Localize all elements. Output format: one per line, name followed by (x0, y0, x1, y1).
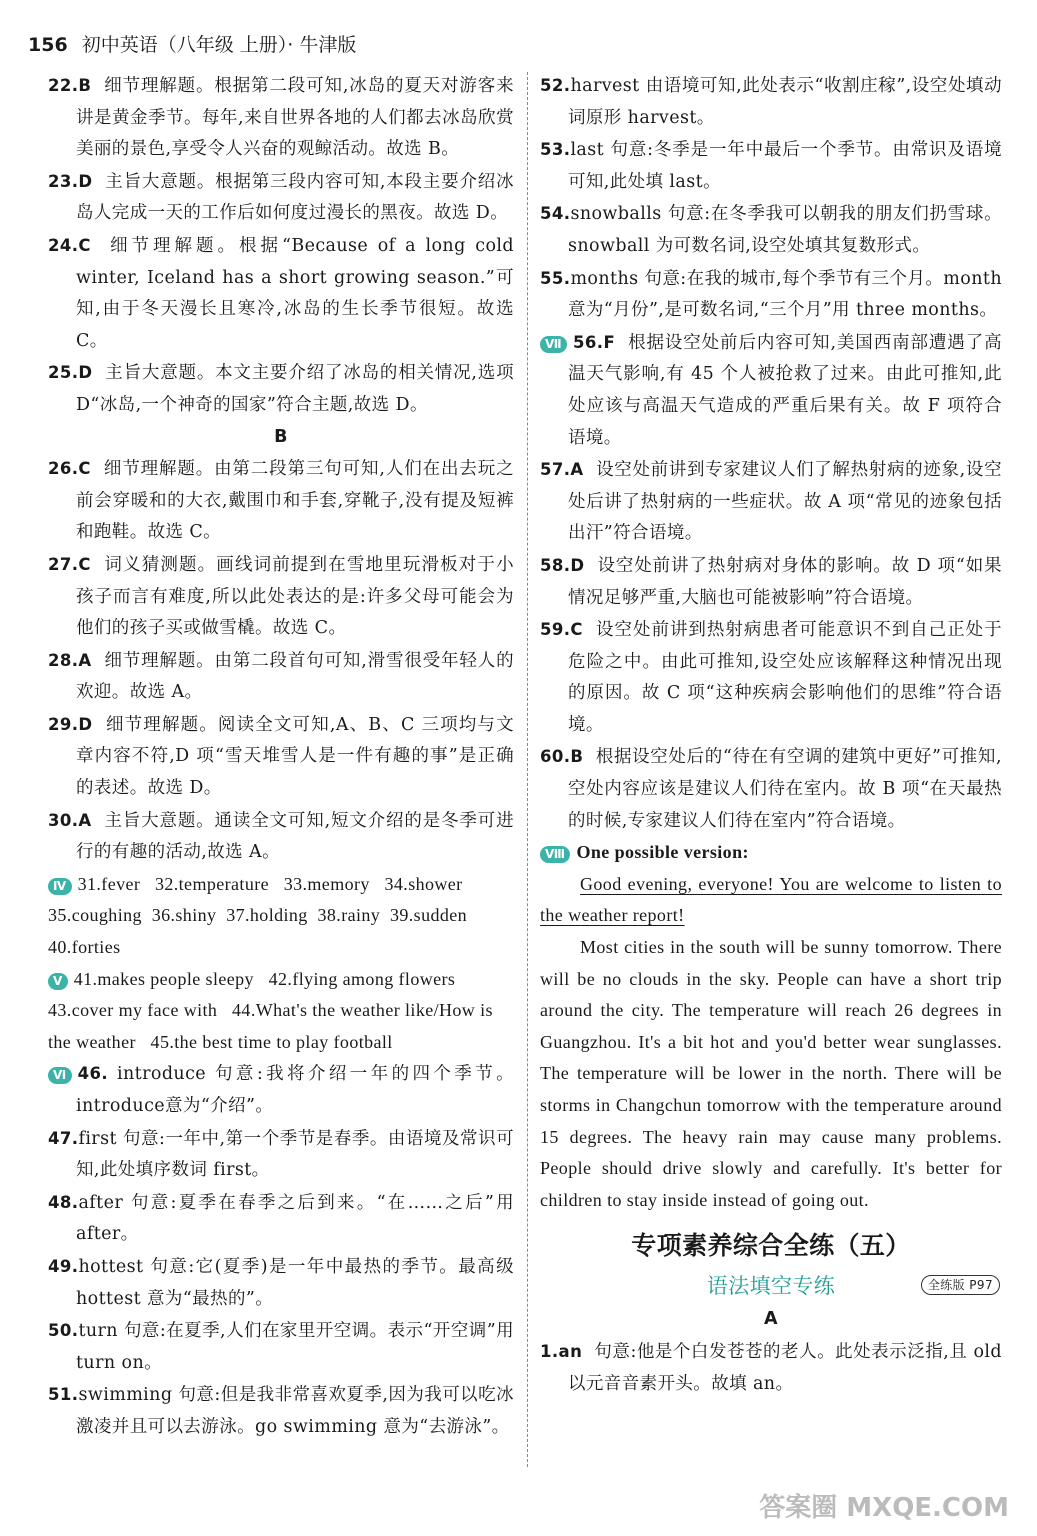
section-iv-line1: 31.fever 32.temperature 33.memory 34.shower (77, 873, 463, 894)
answer-54 (540, 198, 1002, 262)
page-header (28, 30, 356, 57)
answer-22 (48, 70, 514, 166)
answer-number: 55. (540, 268, 571, 288)
section-title: 专项素养综合全练（五） (631, 1231, 911, 1261)
section-iv-line2: 35.coughing 36.shiny 37.holding 38.rainy 39.sudden (48, 905, 468, 926)
answer-57 (540, 454, 1002, 550)
answer-text: 设空处前讲到热射病患者可能意识不到自己正处于危险之中。由此可推知,设空处应该解释这种情况出现的原因。故 C 项“这种疾病会影响他们的思维”符合语境。 (568, 620, 1002, 735)
answer-text: 设空处前讲到专家建议人们了解热射病的迹象,设空处后讲了热射病的一些症状。故 A 项“常见的迹象包括出汗”符合语境。 (568, 460, 1002, 544)
answer-27 (48, 549, 514, 645)
answer-number: 49. (48, 1256, 79, 1276)
answer-59 (540, 614, 1002, 741)
answer-number: 51. (48, 1385, 79, 1405)
answer-23 (48, 166, 514, 230)
answer-number: 47. (48, 1128, 79, 1148)
answer-text: 根据设空处前后内容可知,美国西南部遭遇了高温天气影响,有 45 个人被抢救了过来。由此可推知,此处应该与高温天气造成的严重后果有关。故 F 项符合语境。 (568, 332, 1002, 448)
left-column (48, 70, 514, 1444)
answer-text: 细节理解题。根据“Because of a long cold winter, Iceland has a short growing season.”可知,由于冬天漫长且寒冷,冰岛的生长季节很短。故选 C。 (76, 235, 514, 351)
section-a-heading: A (764, 1309, 778, 1330)
answer-text: 细节理解题。阅读全文可知,A、B、C 三项均与文章内容不符,D 项“雪天堆雪人是一件有趣的事”是正确的表述。故选 D。 (76, 714, 514, 799)
answer-number: 25.D (48, 363, 93, 383)
section-viii-badge: Ⅷ (540, 846, 570, 863)
answer-text: 细节理解题。由第二段第三句可知,人们在出去玩之前会穿暖和的大衣,戴围巾和手套,穿靴子,没有提及短裤和跑鞋。故选 C。 (76, 459, 514, 543)
answer-number: 50. (48, 1321, 79, 1341)
section-viii-heading (540, 837, 1002, 869)
section-b-heading: B (274, 426, 288, 447)
answer-text: introduce 句意:我将介绍一年的四个季节。introduce意为“介绍”。 (76, 1064, 515, 1116)
answer-text: 句意:他是个白发苍苍的老人。此处表示泛指,且 old 以元音音素开头。故填 an。 (568, 1341, 1002, 1394)
answer-number: 52. (540, 76, 571, 95)
answer-number: 28.A (48, 650, 92, 670)
page-number: 156 (28, 34, 68, 56)
answer-51 (48, 1379, 514, 1443)
page-ref-badge: 全练版 P97 (921, 1275, 1000, 1295)
answer-number: 27.C (48, 554, 91, 574)
answer-26 (48, 453, 514, 549)
section-iv-line3: 40.forties (48, 937, 121, 958)
section-iv (48, 869, 514, 964)
answer-number: 1.an (540, 1341, 583, 1361)
answer-30 (48, 805, 514, 869)
answer-number: 57.A (540, 460, 584, 480)
answer-number: 56.F (573, 332, 616, 352)
answer-58 (540, 550, 1002, 614)
answer-1 (540, 1336, 1002, 1400)
answer-46 (48, 1058, 514, 1122)
essay-greeting: Good evening, everyone! You are welcome to listen to the weather report! (540, 873, 1002, 926)
answer-25 (48, 357, 514, 421)
answer-text: after 句意:夏季在春季之后到来。“在……之后”用 after。 (76, 1192, 514, 1245)
answer-number: 59.C (540, 620, 583, 640)
section-vi-badge: Ⅵ (48, 1067, 72, 1084)
answer-number: 30.A (48, 810, 92, 830)
answer-50 (48, 1315, 514, 1379)
answer-text: turn 句意:在夏季,人们在家里开空调。表示“开空调”用 turn on。 (76, 1321, 514, 1373)
answer-number: 46. (77, 1064, 109, 1084)
answer-number: 60.B (540, 747, 584, 767)
answer-text: harvest 由语境可知,此处表示“收割庄稼”,设空处填动词原形 harvest。 (568, 76, 1002, 128)
answer-47 (48, 1123, 514, 1187)
answer-text: 主旨大意题。本文主要介绍了冰岛的相关情况,选项 D“冰岛,一个神奇的国家”符合主题,故选 D。 (76, 363, 514, 415)
answer-24 (48, 230, 514, 357)
answer-number: 29.D (48, 714, 93, 734)
section-v (48, 964, 514, 1059)
answer-text: 根据设空处后的“待在有空调的建筑中更好”可推知,空处内容应该是建议人们待在室内。故 B 项“在天最热的时候,专家建议人们待在室内”符合语境。 (568, 747, 1002, 831)
column-divider (527, 72, 528, 1467)
answer-number: 22.B (48, 76, 92, 95)
answer-text: months 句意:在我的城市,每个季节有三个月。month 意为“月份”,是可数名词,“三个月”用 three months。 (568, 268, 1002, 321)
answer-text: swimming 句意:但是我非常喜欢夏季,因为我可以吃冰激凌并且可以去游泳。go swimming 意为“去游泳”。 (76, 1385, 514, 1437)
subtitle-text: 语法填空专练 (706, 1274, 836, 1299)
section-subtitle (540, 1268, 1002, 1304)
answer-52 (540, 70, 1002, 134)
answer-number: 24.C (48, 235, 91, 255)
answer-49 (48, 1251, 514, 1315)
answer-48 (48, 1187, 514, 1251)
answer-29 (48, 709, 514, 805)
section-v-line1: 41.makes people sleepy 42.flying among flowers (73, 968, 456, 989)
answer-text: 词义猜测题。画线词前提到在雪地里玩滑板对于小孩子而言有难度,所以此处表达的是:许多父母可能会为他们的孩子买或做雪橇。故选 C。 (76, 554, 514, 639)
answer-number: 26.C (48, 459, 91, 479)
essay-body: Most cities in the south will be sunny tomorrow. There will be no clouds in the sky. People can have a short trip around the city. The temperature will reach 26 degrees in Guangzhou. It's a bit hot and you'd better wear sunglasses. The temperature will be lower in the north. There will be storms in Changchun tomorrow with the temperature around 15 degrees. The heavy rain may cause many problems. People should drive slowly and carefully. It's better for children to stay inside instead of going out. (540, 937, 1002, 1210)
answer-text: hottest 句意:它(夏季)是一年中最热的季节。最高级 hottest 意为“最热的”。 (76, 1256, 514, 1309)
answer-number: 23.D (48, 171, 93, 191)
answer-number: 54. (540, 204, 571, 224)
answer-text: first 句意:一年中,第一个季节是春季。由语境及常识可知,此处填序数词 first。 (76, 1128, 514, 1181)
watermark-logo: 答案圈 MXQE.COM (759, 1493, 1009, 1523)
right-column (540, 70, 1002, 1400)
answer-text: snowballs 句意:在冬季我可以朝我的朋友们扔雪球。snowball 为可数名词,设空处填其复数形式。 (568, 204, 1002, 256)
book-title: 初中英语（八年级 上册）· 牛津版 (81, 34, 357, 56)
sample-essay (540, 869, 1002, 1217)
answer-text: last 句意:冬季是一年中最后一个季节。由常识及语境可知,此处填 last。 (568, 140, 1002, 192)
answer-text: 主旨大意题。通读全文可知,短文介绍的是冬季可进行的有趣的活动,故选 A。 (76, 810, 514, 863)
answer-number: 48. (48, 1192, 79, 1212)
section-vii-badge: Ⅶ (540, 336, 567, 353)
answer-text: 设空处前讲了热射病对身体的影响。故 D 项“如果情况足够严重,大脑也可能被影响”符合语境。 (568, 555, 1002, 608)
section-v-line2: 43.cover my face with 44.What's the weather like/How is the weather 45.the best time to play football (48, 1000, 498, 1052)
answer-28 (48, 645, 514, 709)
answer-55 (540, 263, 1002, 327)
essay-intro: One possible version: (576, 842, 749, 863)
answer-56 (540, 327, 1002, 454)
answer-53 (540, 134, 1002, 198)
answer-text: 细节理解题。根据第二段可知,冰岛的夏天对游客来讲是黄金季节。每年,来自世界各地的人们都去冰岛欣赏美丽的景色,享受令人兴奋的观鲸活动。故选 B。 (76, 76, 514, 160)
answer-text: 细节理解题。由第二段首句可知,滑雪很受年轻人的欢迎。故选 A。 (76, 650, 514, 703)
section-iv-badge: Ⅳ (48, 878, 72, 895)
section-v-badge: Ⅴ (48, 973, 68, 990)
answer-text: 主旨大意题。根据第三段内容可知,本段主要介绍冰岛人完成一天的工作后如何度过漫长的黑夜。故选 D。 (76, 171, 514, 224)
answer-60 (540, 741, 1002, 837)
answer-number: 53. (540, 140, 571, 160)
answer-number: 58.D (540, 555, 585, 575)
